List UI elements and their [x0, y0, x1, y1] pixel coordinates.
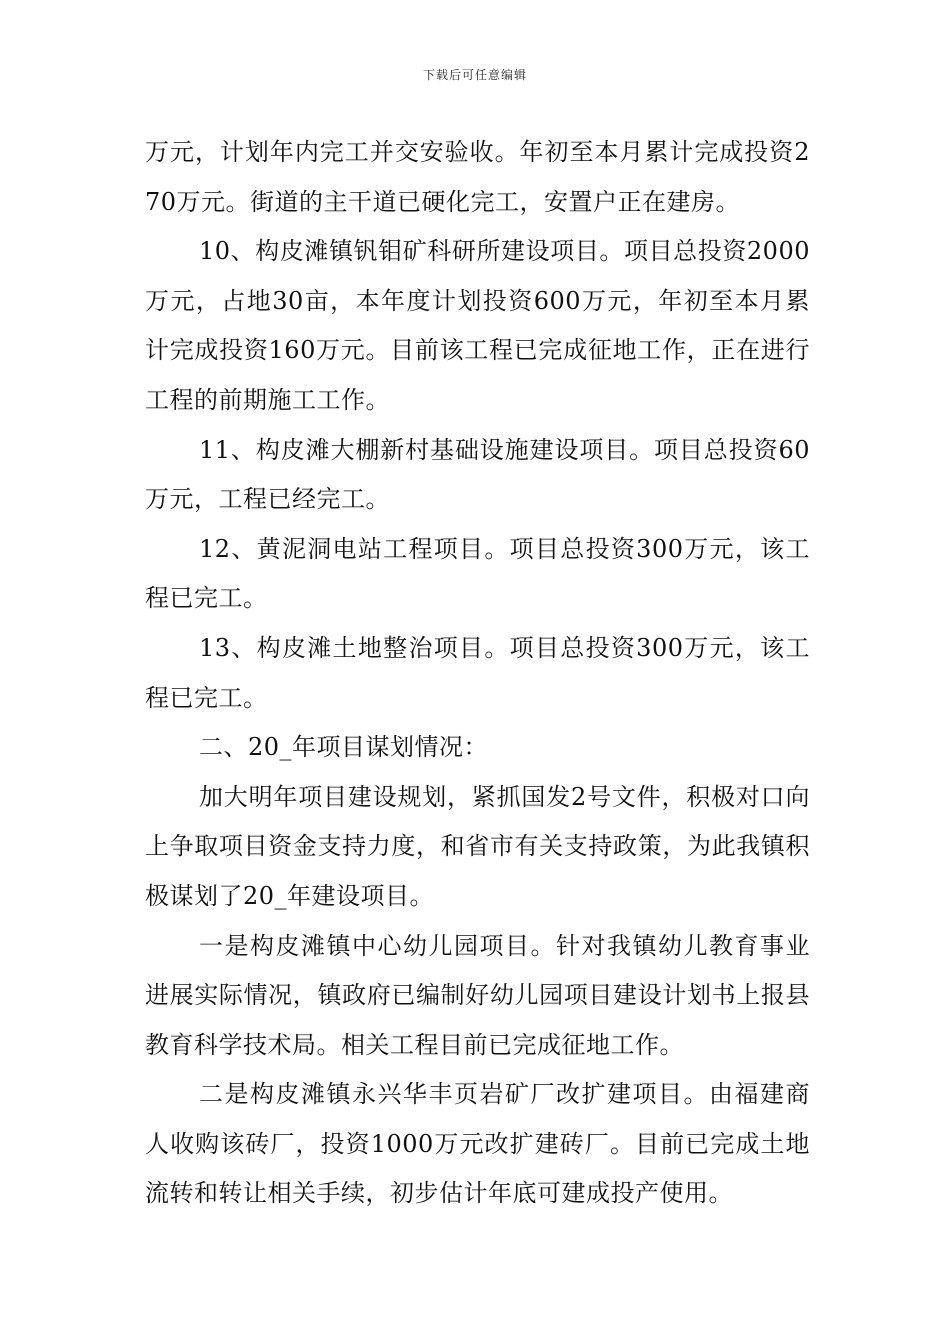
paragraph-item-10: 10、构皮滩镇钒钼矿科研所建设项目。项目总投资2000万元，占地30亩，本年度计划投资600万元，年初至本月累计完成投资160万元。目前该工程已完成征地工作，正在进行工程的前期施工工作。: [145, 237, 810, 414]
section-heading-planning: 二、20_年项目谋划情况：: [199, 733, 489, 762]
document-body: [145, 128, 810, 1219]
paragraph-item-12: 12、黄泥洞电站工程项目。项目总投资300万元，该工程已完工。: [145, 534, 810, 613]
paragraph-item-11: 11、构皮滩大棚新村基础设施建设项目。项目总投资60万元，工程已经完工。: [145, 435, 810, 514]
paragraph-1: 万元，计划年内完工并交安验收。年初至本月累计完成投资270万元。街道的主干道已硬化完工，安置户正在建房。: [145, 138, 810, 216]
paragraph-brickworks-project: 二是构皮滩镇永兴华丰页岩矿厂改扩建项目。由福建商人收购该砖厂，投资1000万元改扩建砖厂。目前已完成土地流转和转让相关手续，初步估计年底可建成投产使用。: [145, 1080, 810, 1208]
page-header-note: 下载后可任意编辑: [422, 68, 527, 82]
paragraph-kindergarten-project: 一是构皮滩镇中心幼儿园项目。针对我镇幼儿教育事业进展实际情况，镇政府已编制好幼儿园项目建设计划书上报县教育科学技术局。相关工程目前已完成征地工作。: [145, 931, 810, 1059]
paragraph-item-13: 13、构皮滩土地整治项目。项目总投资300万元，该工程已完工。: [145, 633, 810, 712]
paragraph-planning-intro: 加大明年项目建设规划，紧抓国发2号文件，积极对口向上争取项目资金支持力度，和省市有关支持政策，为此我镇积极谋划了20_年建设项目。: [145, 782, 810, 910]
